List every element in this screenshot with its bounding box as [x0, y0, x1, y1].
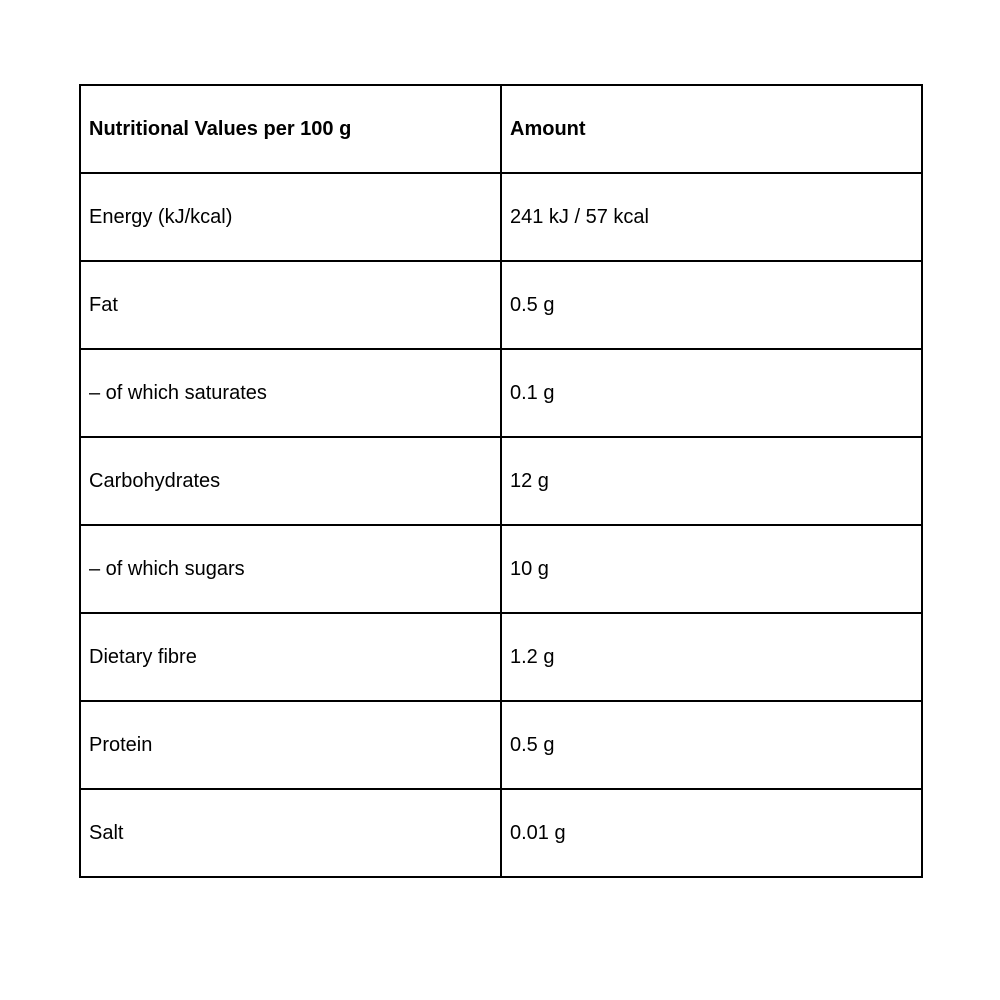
nutrient-cell: Energy (kJ/kcal)	[80, 173, 501, 261]
table-row	[80, 173, 922, 261]
header-amount: Amount	[501, 85, 922, 173]
nutrient-cell: – of which saturates	[80, 349, 501, 437]
amount-cell: 0.5 g	[501, 701, 922, 789]
amount-cell: 0.1 g	[501, 349, 922, 437]
amount-cell: 0.5 g	[501, 261, 922, 349]
amount-cell: 1.2 g	[501, 613, 922, 701]
table-row	[80, 437, 922, 525]
amount-cell: 10 g	[501, 525, 922, 613]
amount-cell: 241 kJ / 57 kcal	[501, 173, 922, 261]
amount-cell: 12 g	[501, 437, 922, 525]
amount-cell: 0.01 g	[501, 789, 922, 877]
header-nutrient: Nutritional Values per 100 g	[80, 85, 501, 173]
nutrient-cell: Carbohydrates	[80, 437, 501, 525]
nutrient-cell: Fat	[80, 261, 501, 349]
nutrient-cell: Protein	[80, 701, 501, 789]
table-row	[80, 701, 922, 789]
table-row	[80, 613, 922, 701]
nutrient-cell: Dietary fibre	[80, 613, 501, 701]
table-header-row	[80, 85, 922, 173]
nutrient-cell: Salt	[80, 789, 501, 877]
table-row	[80, 261, 922, 349]
table-row	[80, 789, 922, 877]
table-row	[80, 349, 922, 437]
table-row	[80, 525, 922, 613]
nutrition-table	[79, 84, 923, 878]
nutrient-cell: – of which sugars	[80, 525, 501, 613]
